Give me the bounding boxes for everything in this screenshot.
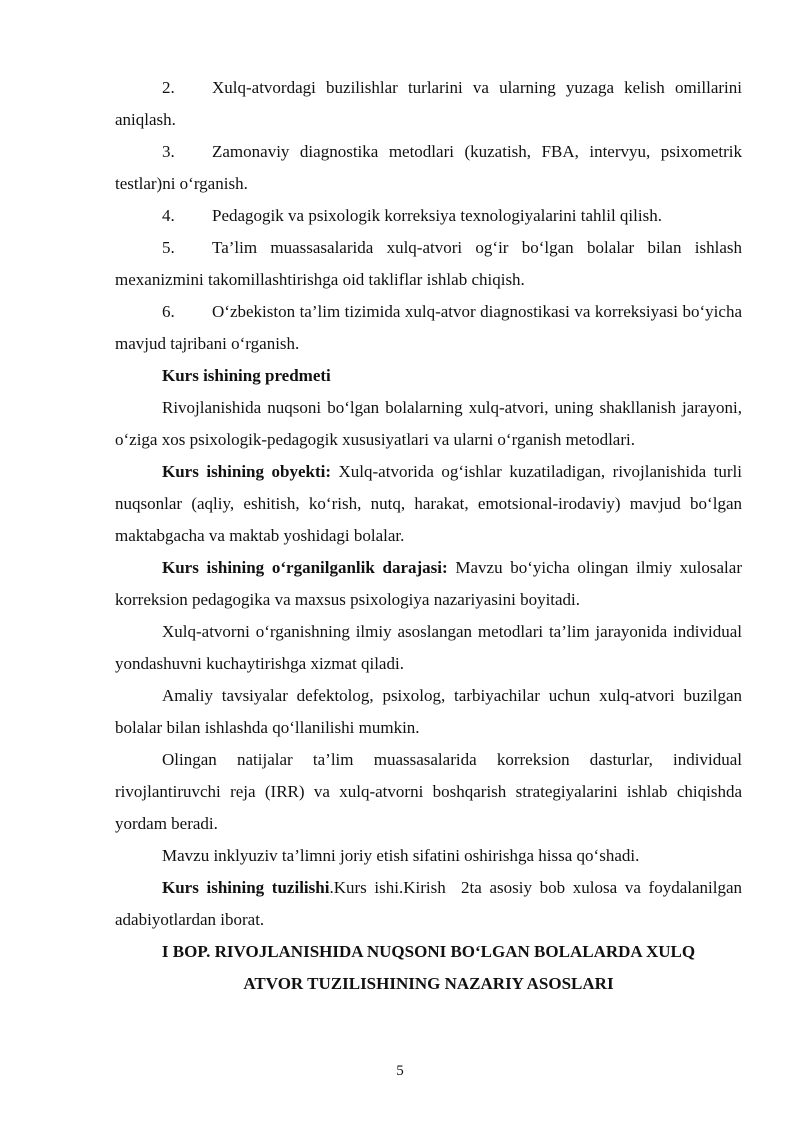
degree-paragraph [115,552,742,616]
body-paragraph: Olingan natijalar ta’lim muassasalarida korreksion dasturlar, individual rivojlantiruvchi reja (IRR) va xulq-atvorni boshqarish strategiyalarini ishlab chiqishda yordam beradi. [115,750,742,833]
degree-text: Mavzu bo‘yicha olingan ilmiy xulosalar korreksion pedagogika va maxsus psixologiya nazariyasini boyitadi. [115,558,742,609]
object-label: Kurs ishining obyekti: [162,462,332,481]
body-paragraph: Mavzu inklyuziv ta’limni joriy etish sifatini oshirishga hissa qo‘shadi. [162,846,640,865]
item-number: 5. [162,238,175,257]
document-page [115,72,747,1000]
item-number: 3. [162,142,175,161]
list-item [115,296,742,360]
structure-paragraph [115,872,747,936]
degree-label: Kurs ishining o‘rganilganlik darajasi: [162,558,448,577]
item-text: Zamonaviy diagnostika metodlari (kuzatish, FBA, intervyu, psixometrik testlar)ni o‘rganish. [115,142,742,193]
item-text: Pedagogik va psixologik korreksiya texnologiyalarini tahlil qilish. [212,206,662,225]
subject-paragraph: Rivojlanishida nuqsoni bo‘lgan bolalarning xulq-atvori, uning shakllanish jarayoni, o‘ziga xos psixologik-pedagogik xususiyatlari va ularni o‘rganish metodlari. [115,398,742,449]
item-number: 6. [162,302,175,321]
list-item [115,232,742,296]
structure-text: .Kurs ishi.Kirish 2ta asosiy bob xulosa va foydalanilgan adabiyotlardan iborat. [115,878,747,929]
item-text: Ta’lim muassasalarida xulq-atvori og‘ir bo‘lgan bolalar bilan ishlash mexanizmini takomillashtirishga oid takliflar ishlab chiqish. [115,238,742,289]
subject-heading: Kurs ishining predmeti [162,366,331,385]
list-item [115,136,742,200]
item-number: 2. [162,78,175,97]
item-number: 4. [162,206,175,225]
chapter-heading-line-2: ATVOR TUZILISHINING NAZARIY ASOSLARI [243,974,614,993]
structure-label: Kurs ishining tuzilishi [162,878,330,897]
body-paragraph: Xulq-atvorni o‘rganishning ilmiy asoslangan metodlari ta’lim jarayonida individual yondashuvni kuchaytirishga xizmat qiladi. [115,622,742,673]
chapter-heading [115,936,742,1000]
item-text: Xulq-atvordagi buzilishlar turlarini va ularning yuzaga kelish omillarini aniqlash. [115,78,742,129]
body-paragraph: Amaliy tavsiyalar defektolog, psixolog, tarbiyachilar uchun xulq-atvori buzilgan bolalar bilan ishlashda qo‘llanilishi mumkin. [115,686,742,737]
object-text: Xulq-atvorida og‘ishlar kuzatiladigan, rivojlanishida turli nuqsonlar (aqliy, eshitish, ko‘rish, nutq, harakat, emotsional-irodaviy) mavjud bo‘lgan maktabgacha va maktab yoshidagi bolalar. [115,462,742,545]
list-item [115,72,742,136]
object-paragraph [115,456,742,552]
item-text: O‘zbekiston ta’lim tizimida xulq-atvor diagnostikasi va korreksiyasi bo‘yicha mavjud tajribani o‘rganish. [115,302,742,353]
chapter-heading-line-1: I BOP. RIVOJLANISHIDA NUQSONI BO‘LGAN BOLALARDA XULQ [161,942,696,961]
list-item [115,200,742,232]
page-number: 5 [396,1063,404,1079]
